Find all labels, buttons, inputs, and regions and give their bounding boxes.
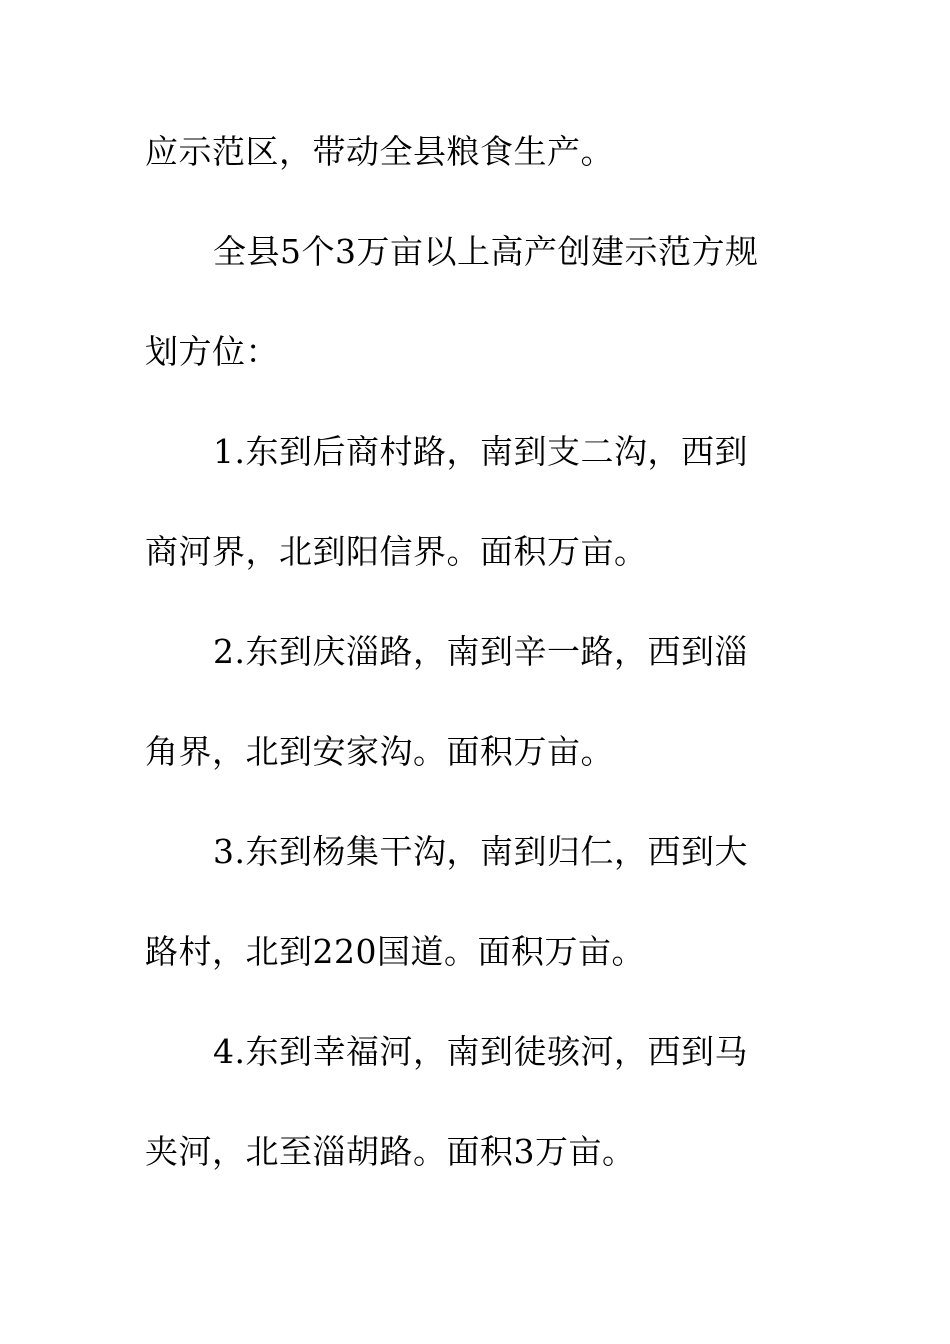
- text-line-4: 1.东到后商村路，南到支二沟，西到: [213, 432, 748, 471]
- text-line-1: 应示范区，带动全县粮食生产。: [145, 132, 614, 171]
- text-line-11: 夹河，北至淄胡路。面积3万亩。: [145, 1132, 636, 1171]
- text-line-2: 全县5个3万亩以上高产创建示范方规: [213, 232, 759, 271]
- text-line-3: 划方位：: [145, 332, 279, 371]
- text-line-7: 角界，北到安家沟。面积万亩。: [145, 732, 614, 771]
- text-line-9: 路村，北到220国道。面积万亩。: [145, 932, 645, 971]
- text-line-8: 3.东到杨集干沟，南到归仁，西到大: [213, 832, 748, 871]
- text-line-5: 商河界，北到阳信界。面积万亩。: [145, 532, 648, 571]
- text-line-6: 2.东到庆淄路，南到辛一路，西到淄: [213, 632, 748, 671]
- text-line-10: 4.东到幸福河，南到徒骇河，西到马: [213, 1032, 748, 1071]
